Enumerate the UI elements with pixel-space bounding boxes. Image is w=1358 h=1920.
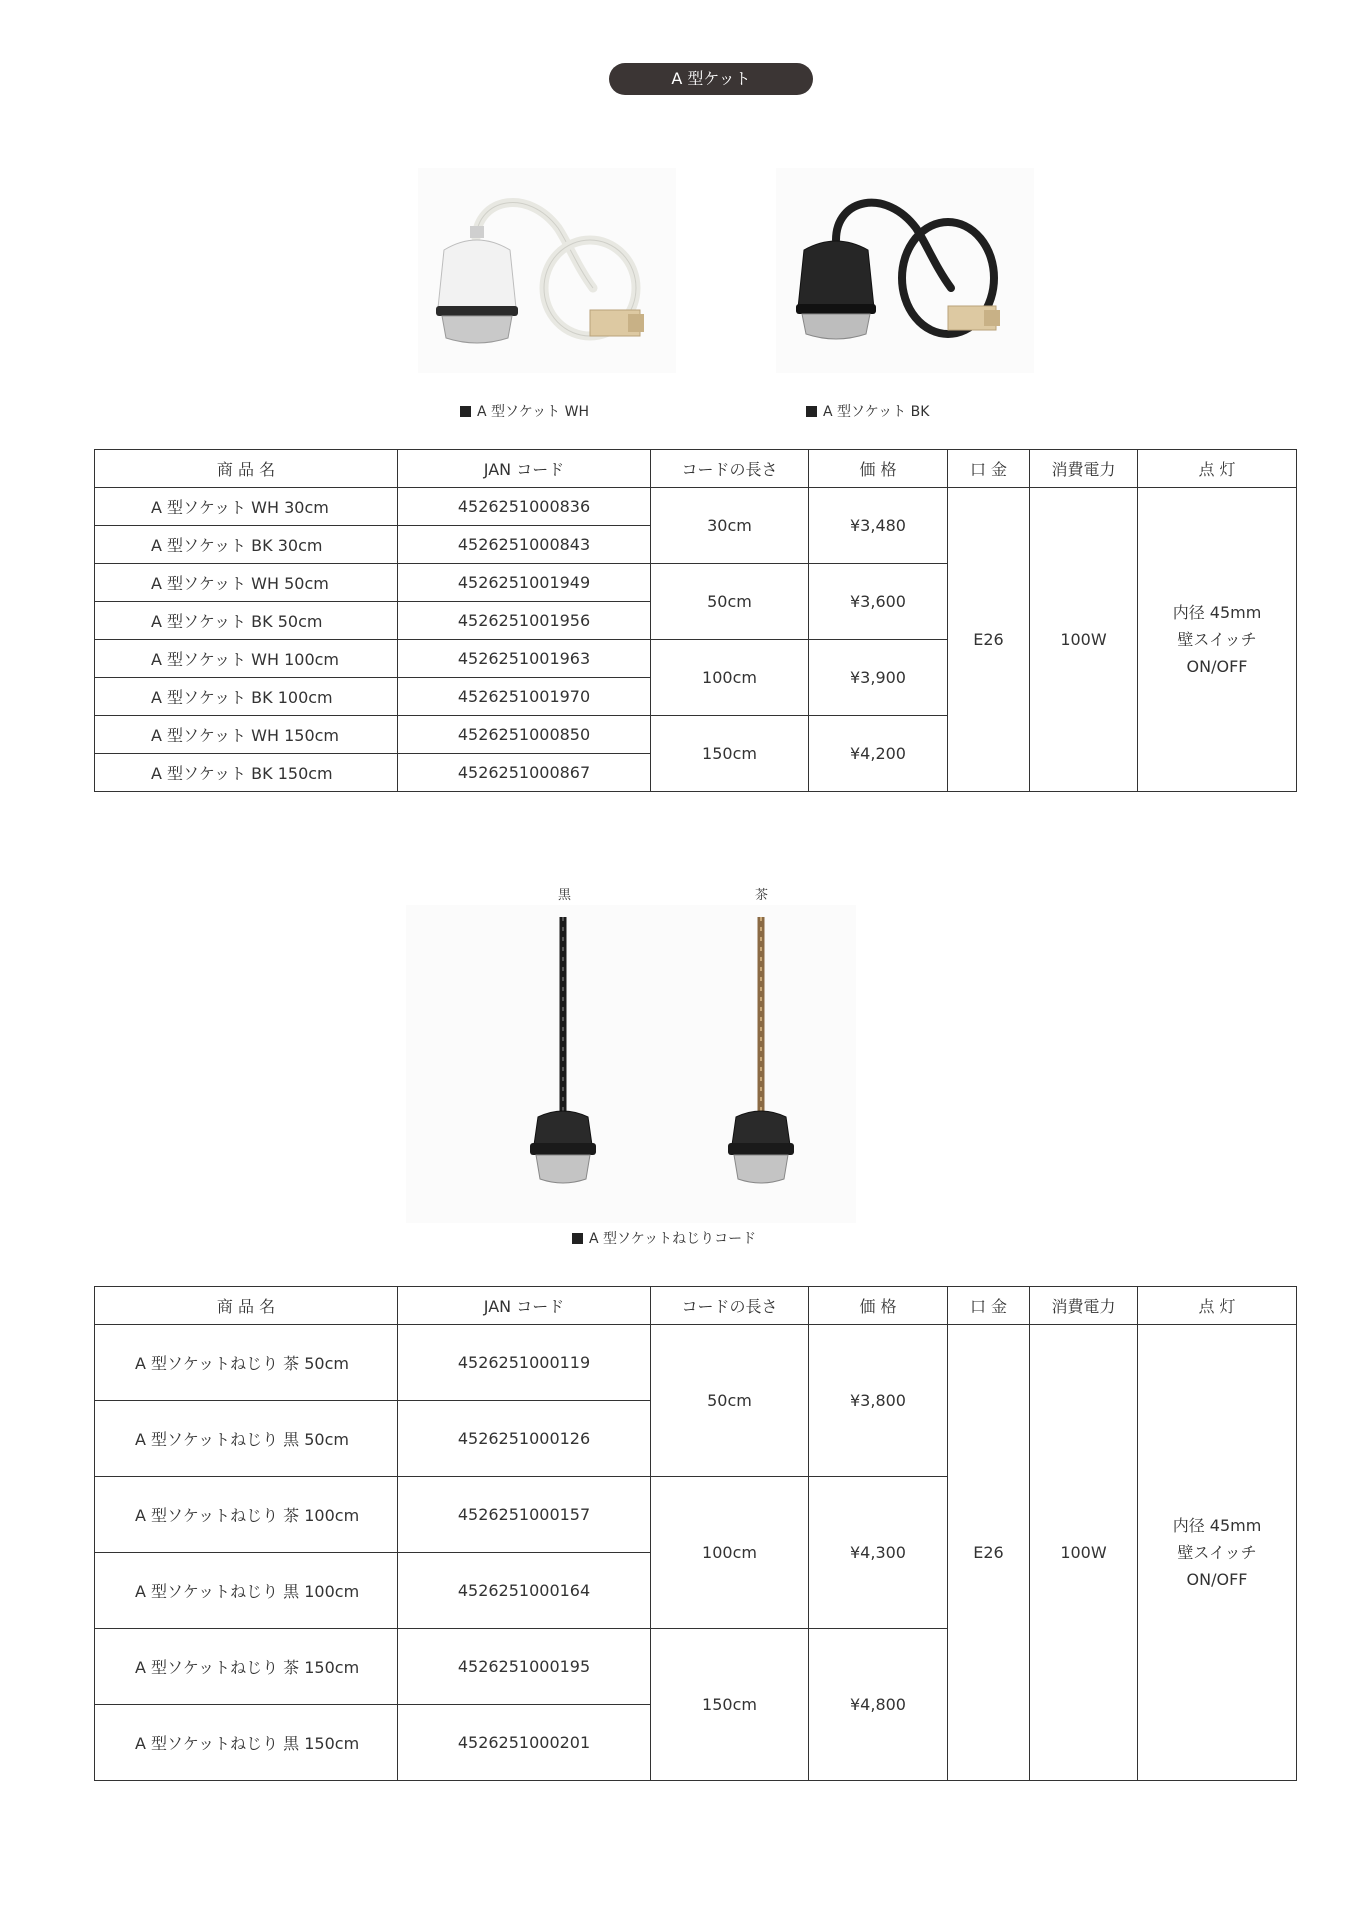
product-name: A 型ソケットねじり 茶 100cm bbox=[95, 1477, 398, 1553]
product-name: A 型ソケット WH 30cm bbox=[95, 488, 398, 526]
jan-code: 4526251000867 bbox=[398, 754, 651, 792]
price: ¥3,800 bbox=[809, 1325, 948, 1477]
product-name: A 型ソケット BK 100cm bbox=[95, 678, 398, 716]
product-name: A 型ソケットねじり 黒 50cm bbox=[95, 1401, 398, 1477]
header-price: 価 格 bbox=[809, 450, 948, 488]
product-name: A 型ソケットねじり 黒 150cm bbox=[95, 1705, 398, 1781]
jan-code: 4526251000850 bbox=[398, 716, 651, 754]
product-name: A 型ソケット WH 50cm bbox=[95, 564, 398, 602]
header-lighting: 点 灯 bbox=[1138, 450, 1297, 488]
price: ¥4,300 bbox=[809, 1477, 948, 1629]
bullet-square-icon bbox=[572, 1233, 583, 1244]
jan-code: 4526251001970 bbox=[398, 678, 651, 716]
product-name: A 型ソケット WH 100cm bbox=[95, 640, 398, 678]
jan-code: 4526251000836 bbox=[398, 488, 651, 526]
base-type: E26 bbox=[948, 488, 1030, 792]
product-image-twisted-cord bbox=[406, 905, 856, 1223]
caption-socket-wh: A 型ソケット WH bbox=[460, 401, 589, 421]
header-base: 口 金 bbox=[948, 450, 1030, 488]
spec-table-twisted-socket bbox=[94, 1286, 1297, 1781]
product-name: A 型ソケットねじり 茶 50cm bbox=[95, 1325, 398, 1401]
header-product-name: 商 品 名 bbox=[95, 1287, 398, 1325]
header-cord-length: コードの長さ bbox=[651, 450, 809, 488]
header-base: 口 金 bbox=[948, 1287, 1030, 1325]
lighting-info: 内径 45mm 壁スイッチ ON/OFF bbox=[1138, 488, 1297, 792]
product-image-socket-bk bbox=[776, 168, 1034, 373]
power-rating: 100W bbox=[1030, 488, 1138, 792]
caption-twisted-cord: A 型ソケットねじりコード bbox=[572, 1228, 756, 1248]
jan-code: 4526251000201 bbox=[398, 1705, 651, 1781]
jan-code: 4526251001956 bbox=[398, 602, 651, 640]
cord-length: 150cm bbox=[651, 1629, 809, 1781]
price: ¥3,600 bbox=[809, 564, 948, 640]
jan-code: 4526251001949 bbox=[398, 564, 651, 602]
caption-socket-bk: A 型ソケット BK bbox=[806, 401, 929, 421]
header-price: 価 格 bbox=[809, 1287, 948, 1325]
base-type: E26 bbox=[948, 1325, 1030, 1781]
price: ¥4,200 bbox=[809, 716, 948, 792]
jan-code: 4526251001963 bbox=[398, 640, 651, 678]
cord-length: 100cm bbox=[651, 1477, 809, 1629]
header-jan-code: JAN コード bbox=[398, 1287, 651, 1325]
product-name: A 型ソケット BK 50cm bbox=[95, 602, 398, 640]
jan-code: 4526251000843 bbox=[398, 526, 651, 564]
table-row bbox=[95, 488, 1297, 526]
header-lighting: 点 灯 bbox=[1138, 1287, 1297, 1325]
product-name: A 型ソケット BK 150cm bbox=[95, 754, 398, 792]
jan-code: 4526251000195 bbox=[398, 1629, 651, 1705]
label-brown: 茶 bbox=[755, 888, 769, 903]
header-power: 消費電力 bbox=[1030, 450, 1138, 488]
bullet-square-icon bbox=[806, 406, 817, 417]
jan-code: 4526251000157 bbox=[398, 1477, 651, 1553]
cord-length: 30cm bbox=[651, 488, 809, 564]
product-name: A 型ソケット WH 150cm bbox=[95, 716, 398, 754]
product-image-socket-wh bbox=[418, 168, 676, 373]
price: ¥3,480 bbox=[809, 488, 948, 564]
cord-length: 50cm bbox=[651, 1325, 809, 1477]
lighting-info: 内径 45mm 壁スイッチ ON/OFF bbox=[1138, 1325, 1297, 1781]
cord-length: 100cm bbox=[651, 640, 809, 716]
power-rating: 100W bbox=[1030, 1325, 1138, 1781]
jan-code: 4526251000126 bbox=[398, 1401, 651, 1477]
section-title: A 型ケット bbox=[609, 63, 813, 95]
label-black: 黒 bbox=[558, 888, 572, 903]
table-header-row bbox=[95, 1287, 1297, 1325]
table-header-row bbox=[95, 450, 1297, 488]
price: ¥3,900 bbox=[809, 640, 948, 716]
table-row bbox=[95, 1325, 1297, 1401]
header-product-name: 商 品 名 bbox=[95, 450, 398, 488]
bullet-square-icon bbox=[460, 406, 471, 417]
cord-length: 150cm bbox=[651, 716, 809, 792]
jan-code: 4526251000119 bbox=[398, 1325, 651, 1401]
header-cord-length: コードの長さ bbox=[651, 1287, 809, 1325]
jan-code: 4526251000164 bbox=[398, 1553, 651, 1629]
product-name: A 型ソケットねじり 茶 150cm bbox=[95, 1629, 398, 1705]
product-name: A 型ソケットねじり 黒 100cm bbox=[95, 1553, 398, 1629]
header-jan-code: JAN コード bbox=[398, 450, 651, 488]
spec-table-socket bbox=[94, 449, 1297, 792]
price: ¥4,800 bbox=[809, 1629, 948, 1781]
cord-length: 50cm bbox=[651, 564, 809, 640]
product-name: A 型ソケット BK 30cm bbox=[95, 526, 398, 564]
header-power: 消費電力 bbox=[1030, 1287, 1138, 1325]
